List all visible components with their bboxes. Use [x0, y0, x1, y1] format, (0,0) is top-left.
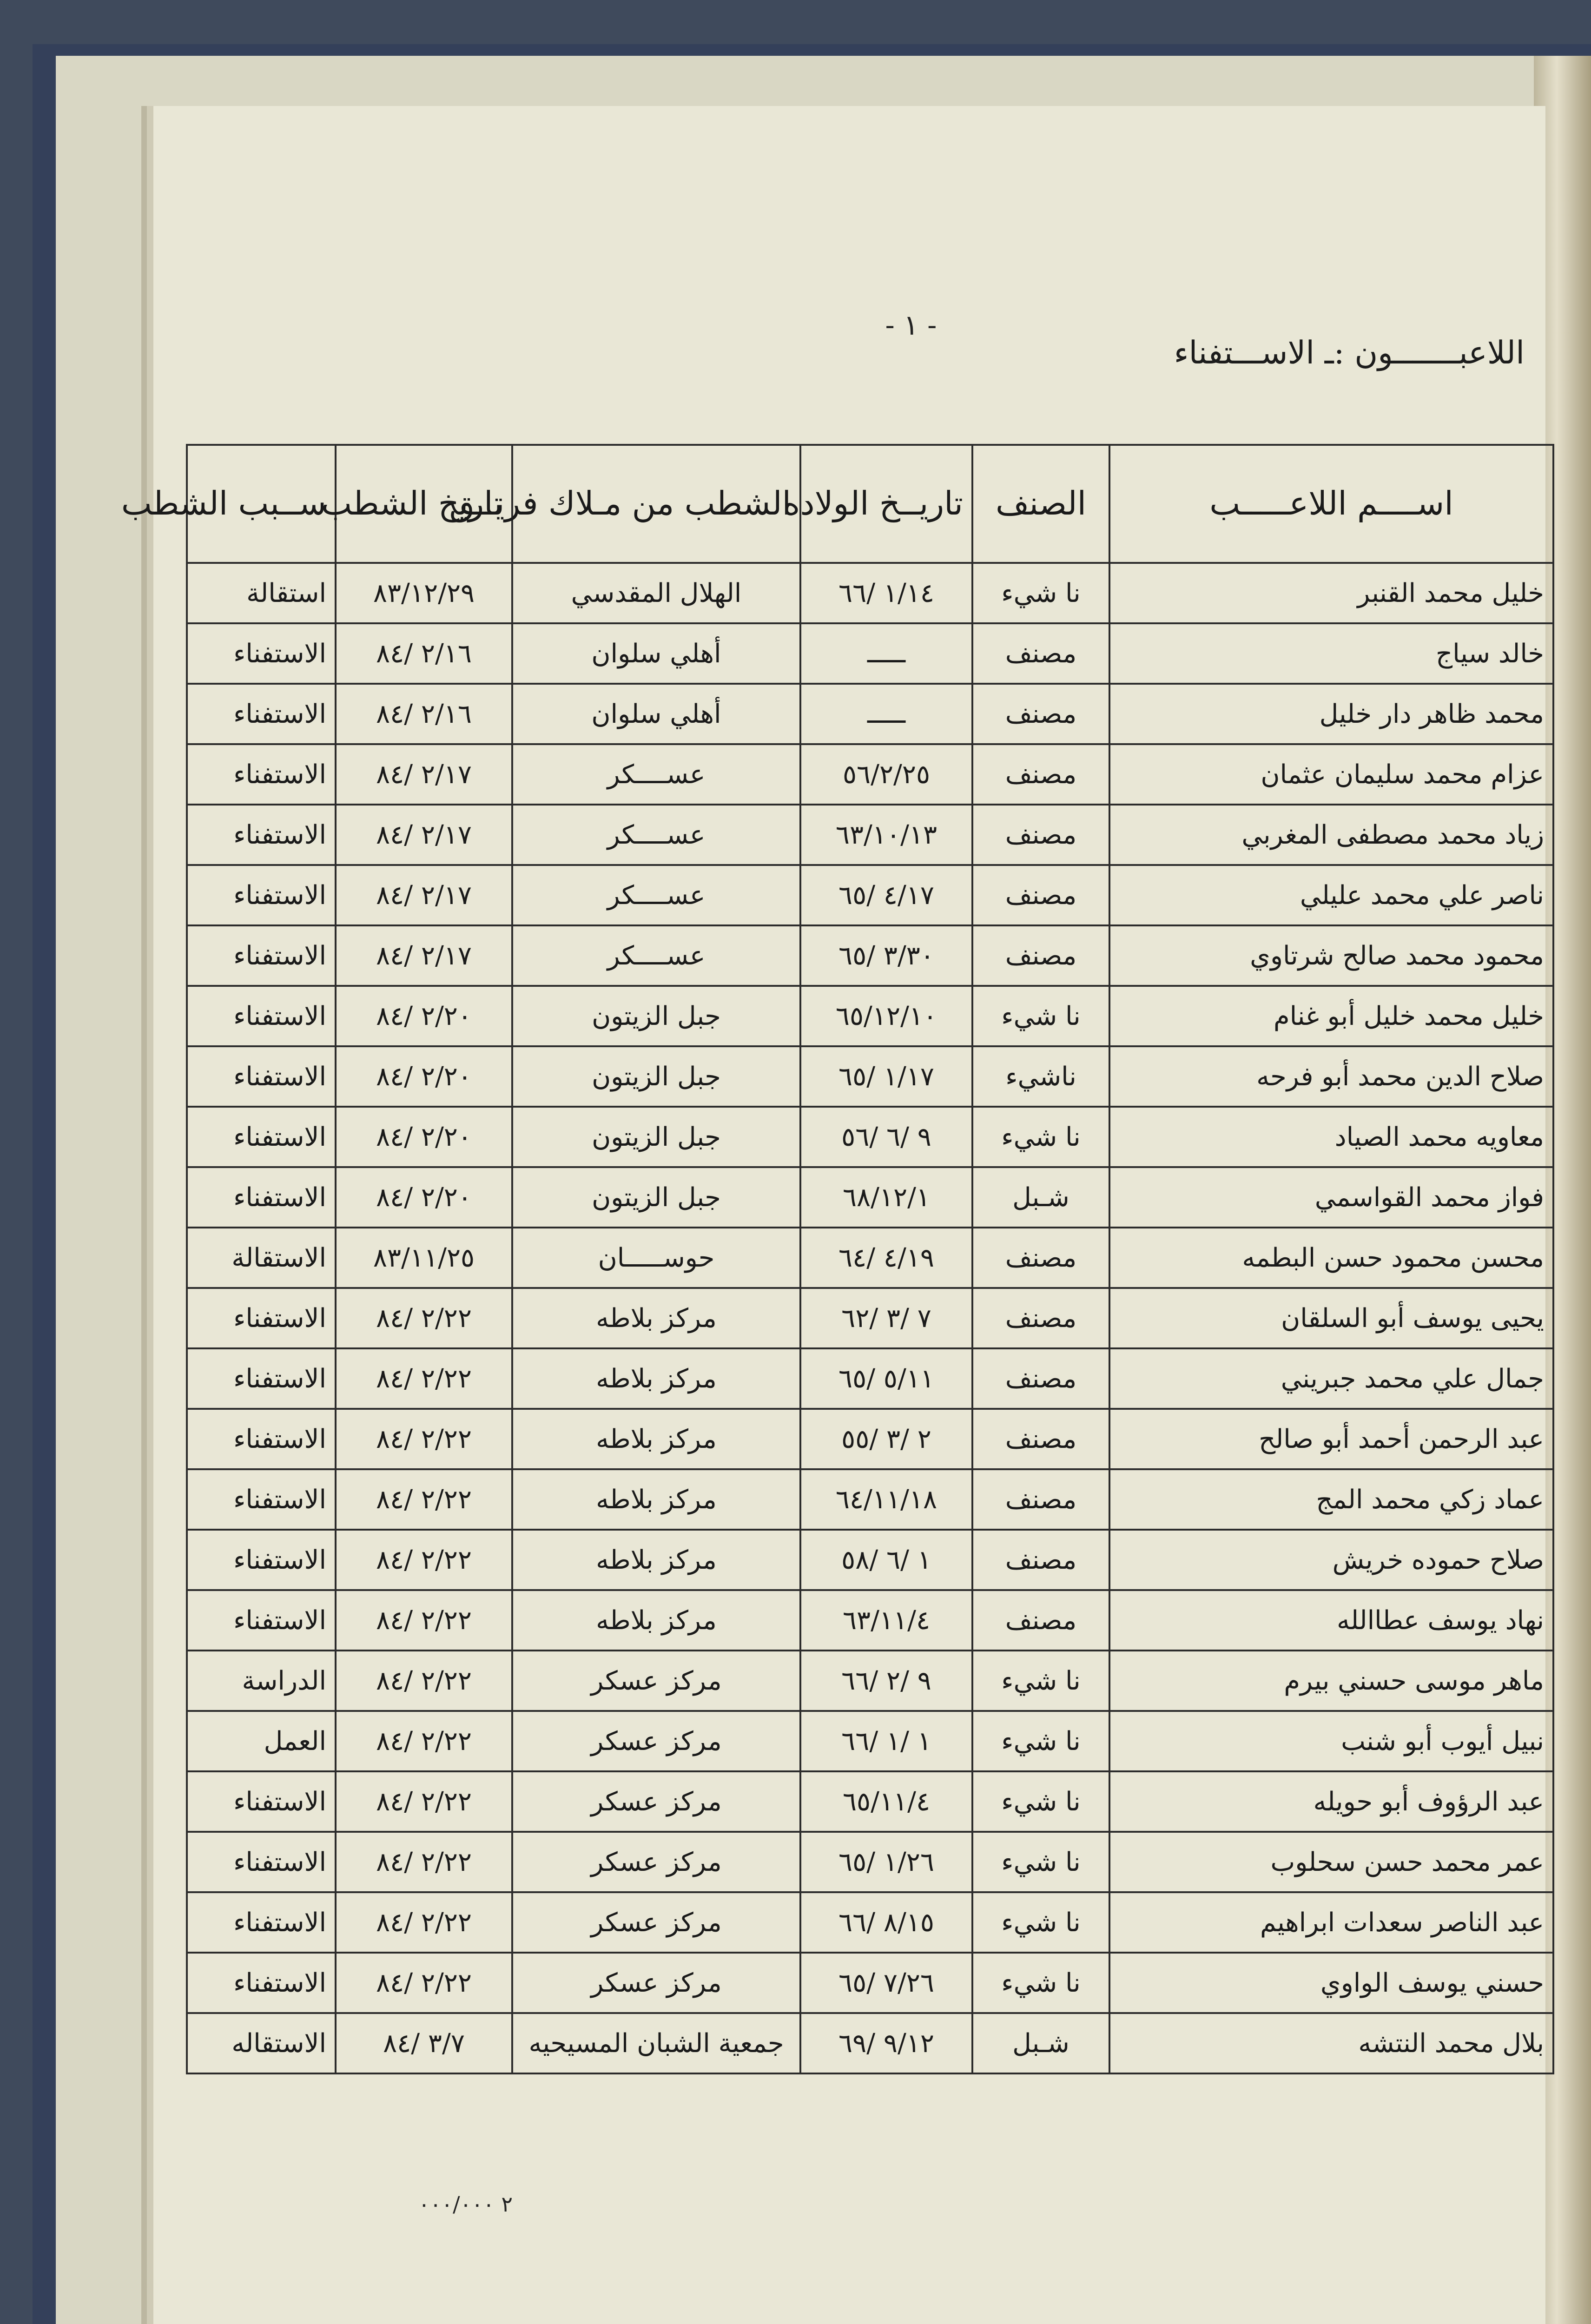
cell-club: جمعية الشبان المسيحيه [512, 2013, 800, 2073]
cell-dob: ٩ /٢ /٦٦ [800, 1651, 972, 1711]
cell-name: بلال محمد النتشه [1109, 2013, 1553, 2073]
header-reason: ســبب الشطب [187, 445, 336, 563]
cell-club: مركز عسكر [512, 1892, 800, 1953]
cell-class: نا شيء [972, 1953, 1109, 2013]
cell-class: نا شيء [972, 1832, 1109, 1892]
cell-reason: استقالة [187, 563, 336, 623]
cell-reason: الاستقالة [187, 1228, 336, 1288]
cell-class: نا شيء [972, 563, 1109, 623]
table-row [187, 1530, 1553, 1590]
page-heading: اللاعبـــــــون :ـ الاســـتفناء [1174, 335, 1525, 371]
table-row [187, 1046, 1553, 1107]
cell-name: صلاح حموده خريش [1109, 1530, 1553, 1590]
cell-class: مصنف [972, 865, 1109, 925]
table-row [187, 1288, 1553, 1348]
cell-club: مركز عسكر [512, 1953, 800, 2013]
cell-name: ناصر علي محمد عليلي [1109, 865, 1553, 925]
cell-reason: الاستفناء [187, 744, 336, 805]
cell-reason: الدراسة [187, 1651, 336, 1711]
cell-reason: الاستفناء [187, 1832, 336, 1892]
table-header-row [187, 445, 1553, 563]
cell-class: مصنف [972, 805, 1109, 865]
cell-class: شـبل [972, 1167, 1109, 1228]
cell-name: فواز محمد القواسمي [1109, 1167, 1553, 1228]
table-row [187, 865, 1553, 925]
cell-dob: ٦٣/١٠/١٣ [800, 805, 972, 865]
header-name: اســــم اللاعـــــب [1109, 445, 1553, 563]
table-row [187, 1832, 1553, 1892]
cell-date: ٣/٧ /٨٤ [336, 2013, 512, 2073]
cell-reason: الاستفناء [187, 623, 336, 684]
cell-class: ناشيء [972, 1046, 1109, 1107]
cell-class: مصنف [972, 1530, 1109, 1590]
cell-dob: ٧/٢٦ /٦٥ [800, 1953, 972, 2013]
cell-date: ٢/٢٠ /٨٤ [336, 986, 512, 1046]
cell-reason: الاستفناء [187, 1167, 336, 1228]
cell-club: جبل الزيتون [512, 1167, 800, 1228]
cell-reason: الاستفناء [187, 925, 336, 986]
table-row [187, 563, 1553, 623]
cell-club: مركز بلاطه [512, 1530, 800, 1590]
table-row [187, 925, 1553, 986]
cell-club: عســــكر [512, 805, 800, 865]
cell-reason: الاستفناء [187, 1892, 336, 1953]
cell-date: ٢/٢٢ /٨٤ [336, 1469, 512, 1530]
cell-date: ٢/٢٢ /٨٤ [336, 1348, 512, 1409]
cell-name: حسني يوسف الواوي [1109, 1953, 1553, 2013]
cell-dob: ٣/٣٠ /٦٥ [800, 925, 972, 986]
cell-reason: الاستفناء [187, 1288, 336, 1348]
cell-date: ٢/١٦ /٨٤ [336, 623, 512, 684]
cell-date: ٢/١٧ /٨٤ [336, 865, 512, 925]
cell-dob: ١/١٧ /٦٥ [800, 1046, 972, 1107]
cell-dob: ـــــ [800, 623, 972, 684]
cell-date: ٢/٢٢ /٨٤ [336, 1832, 512, 1892]
cell-dob: ١ /٦ /٥٨ [800, 1530, 972, 1590]
cell-reason: الاستفناء [187, 1469, 336, 1530]
cell-dob: ١/١٤ /٦٦ [800, 563, 972, 623]
cell-club: مركز عسكر [512, 1832, 800, 1892]
cell-class: مصنف [972, 1590, 1109, 1651]
cell-name: صلاح الدين محمد أبو فرحه [1109, 1046, 1553, 1107]
cell-date: ٢/٢٢ /٨٤ [336, 1651, 512, 1711]
footer-number: ٢ ٠٠٠/٠٠٠ [418, 2192, 513, 2217]
cell-date: ٢/٢٢ /٨٤ [336, 1288, 512, 1348]
cell-name: عبد الناصر سعدات ابراهيم [1109, 1892, 1553, 1953]
cell-dob: ٤/١٩ /٦٤ [800, 1228, 972, 1288]
cell-name: عزام محمد سليمان عثمان [1109, 744, 1553, 805]
cell-class: مصنف [972, 925, 1109, 986]
cell-class: مصنف [972, 623, 1109, 684]
cell-dob: ١/٢٦ /٦٥ [800, 1832, 972, 1892]
cell-date: ٨٣/١٢/٢٩ [336, 563, 512, 623]
cell-name: معاويه محمد الصياد [1109, 1107, 1553, 1167]
header-class: الصنف [972, 445, 1109, 563]
header-club: الشطب من مـلاك فريــق [512, 445, 800, 563]
cell-reason: الاستفناء [187, 1348, 336, 1409]
cell-club: مركز بلاطه [512, 1288, 800, 1348]
cell-club: حوســـــان [512, 1228, 800, 1288]
cell-name: خالد سياج [1109, 623, 1553, 684]
cell-name: جمال علي محمد جبريني [1109, 1348, 1553, 1409]
cell-club: مركز بلاطه [512, 1469, 800, 1530]
cell-dob: ١ /١ /٦٦ [800, 1711, 972, 1771]
table-row [187, 1469, 1553, 1530]
cell-name: نهاد يوسف عطاالله [1109, 1590, 1553, 1651]
cell-club: مركز بلاطه [512, 1409, 800, 1469]
table-row [187, 744, 1553, 805]
header-date: تاريخ الشطب [336, 445, 512, 563]
cell-dob: ـــــ [800, 684, 972, 744]
cell-reason: الاستفناء [187, 1590, 336, 1651]
cell-name: محسن محمود حسن البطمه [1109, 1228, 1553, 1288]
cell-class: شـبل [972, 2013, 1109, 2073]
cell-club: مركز عسكر [512, 1711, 800, 1771]
cell-class: مصنف [972, 1409, 1109, 1469]
cell-class: مصنف [972, 684, 1109, 744]
cell-date: ٢/٢٢ /٨٤ [336, 1590, 512, 1651]
cell-reason: الاستفناء [187, 1771, 336, 1832]
cell-reason: الاستفناء [187, 684, 336, 744]
table-row [187, 1167, 1553, 1228]
cell-club: جبل الزيتون [512, 1107, 800, 1167]
cell-dob: ٥٦/٢/٢٥ [800, 744, 972, 805]
cell-name: عماد زكي محمد المج [1109, 1469, 1553, 1530]
cell-club: عســــكر [512, 744, 800, 805]
cell-dob: ٧ /٣ /٦٢ [800, 1288, 972, 1348]
table-row [187, 1711, 1553, 1771]
cell-club: مركز بلاطه [512, 1348, 800, 1409]
cell-name: نبيل أيوب أبو شنب [1109, 1711, 1553, 1771]
cell-name: خليل محمد خليل أبو غنام [1109, 986, 1553, 1046]
cell-class: نا شيء [972, 1892, 1109, 1953]
cell-dob: ٢ /٣ /٥٥ [800, 1409, 972, 1469]
cell-class: نا شيء [972, 1107, 1109, 1167]
cell-date: ٢/١٧ /٨٤ [336, 925, 512, 986]
cell-dob: ٦٣/١١/٤ [800, 1590, 972, 1651]
header-dob: تاريــخ الولاده [800, 445, 972, 563]
cell-date: ٢/٢٢ /٨٤ [336, 1953, 512, 2013]
cell-name: خليل محمد القنبر [1109, 563, 1553, 623]
cell-date: ٢/٢٢ /٨٤ [336, 1409, 512, 1469]
cell-name: عبد الرحمن أحمد أبو صالح [1109, 1409, 1553, 1469]
table-row [187, 2013, 1553, 2073]
cell-club: مركز بلاطه [512, 1590, 800, 1651]
cell-dob: ٥/١١ /٦٥ [800, 1348, 972, 1409]
cell-class: مصنف [972, 1228, 1109, 1288]
cell-reason: الاستفناء [187, 1107, 336, 1167]
players-table [121, 444, 1554, 2074]
cell-name: عبد الرؤوف أبو حويله [1109, 1771, 1553, 1832]
cell-club: مركز عسكر [512, 1651, 800, 1711]
cell-class: مصنف [972, 1469, 1109, 1530]
cell-dob: ٩/١٢ /٦٩ [800, 2013, 972, 2073]
cell-reason: الاستفناء [187, 1046, 336, 1107]
cell-name: زياد محمد مصطفى المغربي [1109, 805, 1553, 865]
cell-name: محمود محمد صالح شرتاوي [1109, 925, 1553, 986]
cell-dob: ٤/١٧ /٦٥ [800, 865, 972, 925]
cell-reason: الاستفناء [187, 805, 336, 865]
cell-class: مصنف [972, 744, 1109, 805]
cell-dob: ٨/١٥ /٦٦ [800, 1892, 972, 1953]
cell-reason: الاستفناء [187, 1953, 336, 2013]
cell-dob: ٩ /٦ /٥٦ [800, 1107, 972, 1167]
cell-club: عســــكر [512, 925, 800, 986]
cell-dob: ٦٤/١١/١٨ [800, 1469, 972, 1530]
cell-class: نا شيء [972, 1711, 1109, 1771]
cell-club: جبل الزيتون [512, 986, 800, 1046]
cell-date: ٢/١٧ /٨٤ [336, 805, 512, 865]
cell-date: ٢/٢٠ /٨٤ [336, 1046, 512, 1107]
cell-reason: الاستفناء [187, 865, 336, 925]
cell-dob: ٦٥/١٢/١٠ [800, 986, 972, 1046]
cell-dob: ٦٨/١٢/١ [800, 1167, 972, 1228]
table-row [187, 1892, 1553, 1953]
cell-date: ٢/٢٢ /٨٤ [336, 1711, 512, 1771]
page-number: - ١ - [885, 309, 937, 342]
cell-class: نا شيء [972, 1771, 1109, 1832]
cell-name: ماهر موسى حسني بيرم [1109, 1651, 1553, 1711]
table-row [187, 1651, 1553, 1711]
table-row [187, 986, 1553, 1046]
table-row [187, 623, 1553, 684]
cell-club: مركز عسكر [512, 1771, 800, 1832]
table-row [187, 1409, 1553, 1469]
cell-date: ٢/٢٠ /٨٤ [336, 1107, 512, 1167]
cell-club: جبل الزيتون [512, 1046, 800, 1107]
cell-class: نا شيء [972, 1651, 1109, 1711]
cell-date: ٢/٢٢ /٨٤ [336, 1530, 512, 1590]
table-row [187, 1953, 1553, 2013]
table-row [187, 1590, 1553, 1651]
cell-name: محمد ظاهر دار خليل [1109, 684, 1553, 744]
table-row [187, 805, 1553, 865]
cell-club: عســــكر [512, 865, 800, 925]
table-row [187, 1348, 1553, 1409]
cell-reason: الاستفناء [187, 1409, 336, 1469]
cell-class: مصنف [972, 1348, 1109, 1409]
table-row [187, 1107, 1553, 1167]
cell-reason: الاستقاله [187, 2013, 336, 2073]
table-row [187, 1771, 1553, 1832]
cell-date: ٢/١٧ /٨٤ [336, 744, 512, 805]
cell-reason: الاستفناء [187, 986, 336, 1046]
cell-date: ٢/٢٢ /٨٤ [336, 1892, 512, 1953]
cell-club: الهلال المقدسي [512, 563, 800, 623]
cell-dob: ٦٥/١١/٤ [800, 1771, 972, 1832]
cell-date: ٢/٢٢ /٨٤ [336, 1771, 512, 1832]
cell-class: نا شيء [972, 986, 1109, 1046]
cell-reason: العمل [187, 1711, 336, 1771]
table-row [187, 1228, 1553, 1288]
cell-date: ٢/١٦ /٨٤ [336, 684, 512, 744]
cell-name: يحيى يوسف أبو السلقان [1109, 1288, 1553, 1348]
cell-date: ٨٣/١١/٢٥ [336, 1228, 512, 1288]
cell-class: مصنف [972, 1288, 1109, 1348]
cell-date: ٢/٢٠ /٨٤ [336, 1167, 512, 1228]
table-row [187, 684, 1553, 744]
cell-club: أهلي سلوان [512, 623, 800, 684]
cell-name: عمر محمد حسن سحلوب [1109, 1832, 1553, 1892]
cell-club: أهلي سلوان [512, 684, 800, 744]
cell-reason: الاستفناء [187, 1530, 336, 1590]
